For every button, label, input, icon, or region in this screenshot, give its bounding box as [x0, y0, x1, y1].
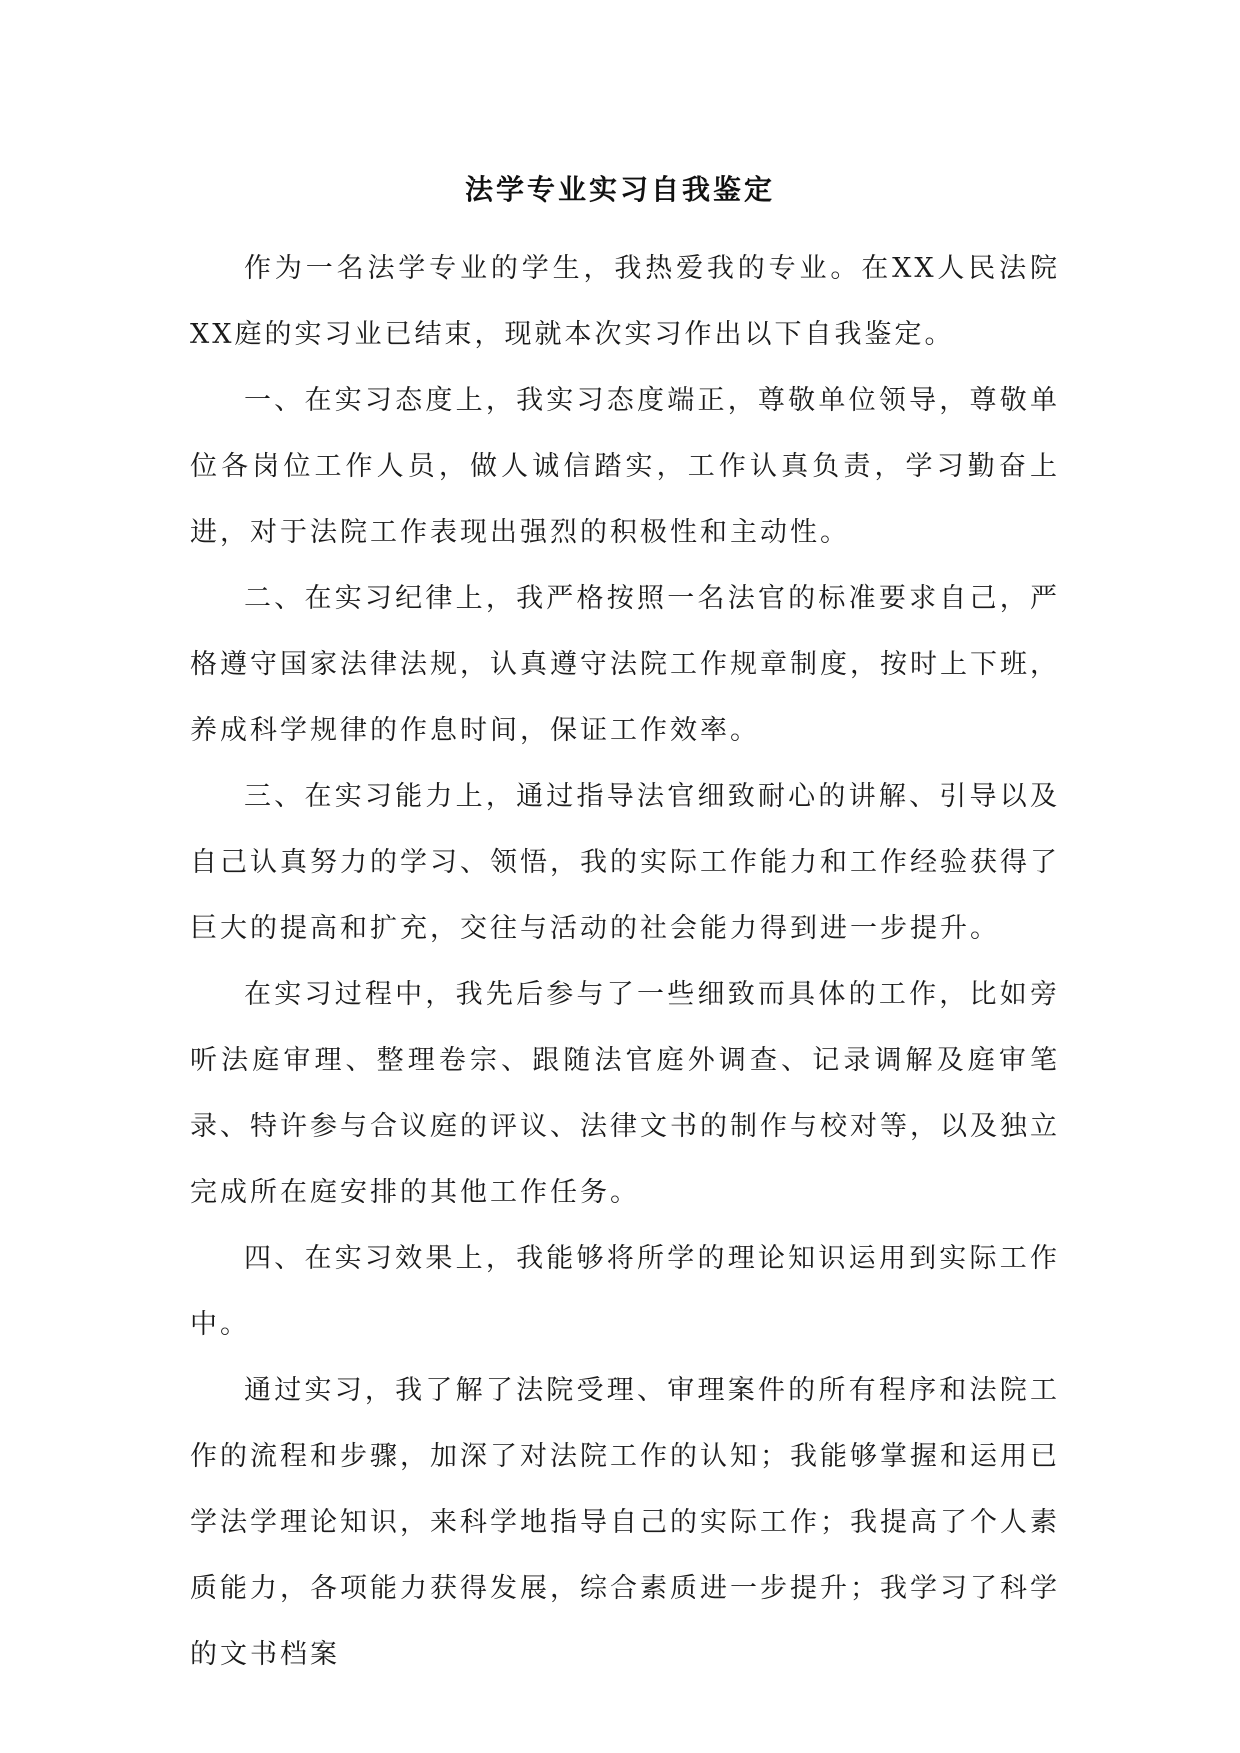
document-body	[190, 236, 1060, 1688]
paragraph-discipline: 二、在实习纪律上，我严格按照一名法官的标准要求自己，严格遵守国家法律法规，认真遵守法院工作规章制度，按时上下班，养成科学规律的作息时间，保证工作效率。	[190, 583, 1060, 746]
paragraph-attitude: 一、在实习态度上，我实习态度端正，尊敬单位领导，尊敬单位各岗位工作人员，做人诚信踏实，工作认真负责，学习勤奋上进，对于法院工作表现出强烈的积极性和主动性。	[190, 385, 1060, 548]
paragraph-process: 在实习过程中，我先后参与了一些细致而具体的工作，比如旁听法庭审理、整理卷宗、跟随法官庭外调查、记录调解及庭审笔录、特许参与合议庭的评议、法律文书的制作与校对等，以及独立完成所在庭安排的其他工作任务。	[190, 979, 1060, 1208]
paragraph-effect: 四、在实习效果上，我能够将所学的理论知识运用到实际工作中。	[190, 1243, 1060, 1340]
document-title: 法学专业实习自我鉴定	[464, 173, 775, 206]
paragraph-summary: 通过实习，我了解了法院受理、审理案件的所有程序和法院工作的流程和步骤，加深了对法院工作的认知；我能够掌握和运用已学法学理论知识，来科学地指导自己的实际工作；我提高了个人素质能力，各项能力获得发展，综合素质进一步提升；我学习了科学的文书档案	[190, 1375, 1060, 1670]
paragraph-ability: 三、在实习能力上，通过指导法官细致耐心的讲解、引导以及自己认真努力的学习、领悟，我的实际工作能力和工作经验获得了巨大的提高和扩充，交往与活动的社会能力得到进一步提升。	[190, 781, 1060, 944]
paragraph-intro: 作为一名法学专业的学生，我热爱我的专业。在XX人民法院XX庭的实习业已结束，现就本次实习作出以下自我鉴定。	[190, 253, 1060, 350]
